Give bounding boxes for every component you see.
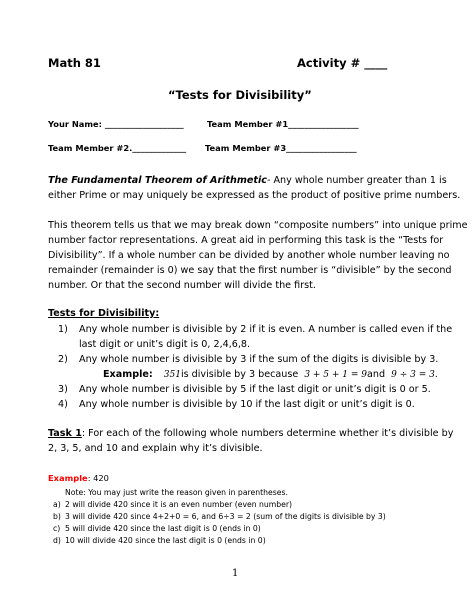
example-420-line (48, 473, 109, 483)
example-number: 351 (163, 370, 181, 380)
test-item-text: Any whole number is divisible by 10 if the last digit or unit’s digit is 0. (79, 399, 415, 410)
test-item-text: Any whole number is divisible by 3 if the sum of the digits is divisible by 3. (79, 354, 439, 365)
example-item-text: 10 will divide 420 since the last digit is 0 (ends in 0) (65, 536, 266, 545)
example-item-number: c) (53, 524, 61, 533)
example-value: : 420 (87, 473, 109, 483)
test-item-number: 3) (58, 384, 68, 395)
your-name-field: Your Name: ___________________ (48, 119, 184, 129)
page-number: 1 (232, 568, 239, 579)
paragraph-line: number. Or that the second number will divide the first. (48, 280, 316, 291)
test-item-number: 4) (58, 399, 68, 410)
test-item-number: 1) (58, 324, 68, 335)
paragraph-line: remainder (remainder is 0) we say that the first number is “divisible” by the second (48, 265, 452, 276)
paragraph-line: Divisibility”. If a whole number can be divided by another whole number leaving no (48, 250, 450, 261)
tests-heading: Tests for Divisibility: (48, 308, 160, 319)
theorem-line-1 (48, 175, 447, 186)
test-item-text: last digit or unit’s digit is 0, 2,4,6,8. (79, 339, 251, 350)
team-member-3-field: Team Member #3_________________ (205, 143, 357, 153)
paragraph-line: number factor representations. A great aid in performing this task is the “Tests for (48, 235, 444, 246)
test-item-number: 2) (58, 354, 68, 365)
example-item-text: 5 will divide 420 since the last digit is 0 (ends in 0) (65, 524, 261, 533)
example-and: and (367, 369, 386, 380)
example-note: Note: You may just write the reason given in parentheses. (65, 488, 288, 497)
example-item-text: 3 will divide 420 since 4+2+0 = 6, and 6÷3 = 2 (sum of the digits is divisible by 3) (65, 512, 386, 521)
example-heading: Example (48, 473, 88, 483)
test-item-text: Any whole number is divisible by 2 if it is even. A number is called even if the (79, 324, 453, 335)
test-item-text: Any whole number is divisible by 5 if the last digit or unit’s digit is 0 or 5. (79, 384, 431, 395)
example-label: Example: (103, 369, 153, 380)
theorem-line-1-rest: - Any whole number greater than 1 is (266, 175, 447, 186)
task-line-1 (48, 428, 453, 439)
course-label: Math 81 (48, 56, 101, 70)
page-title: “Tests for Divisibility” (168, 88, 312, 102)
theorem-line-2: either Prime or may uniquely be expressed as the product of positive prime numbers. (48, 190, 461, 201)
task-line-1-rest: : For each of the following whole numbers determine whether it’s divisible by (81, 428, 454, 439)
activity-label: Activity # ____ (297, 56, 388, 70)
paragraph-line: This theorem tells us that we may break down “composite numbers” into unique prime (48, 220, 468, 231)
team-member-1-field: Team Member #1_________________ (207, 119, 359, 129)
example-middle-text: is divisible by 3 because (180, 369, 299, 380)
example-item-number: d) (53, 536, 61, 545)
theorem-label: The Fundamental Theorem of Arithmetic (48, 175, 267, 186)
task-line-2: 2, 3, 5, and 10 and explain why it’s divisible. (48, 443, 263, 454)
example-division: 9 ÷ 3 = 3. (391, 370, 438, 380)
task-label: Task 1 (48, 428, 82, 439)
example-item-number: b) (53, 512, 61, 521)
example-sum: 3 + 5 + 1 = 9 (304, 370, 368, 380)
example-item-number: a) (53, 500, 61, 509)
example-item-text: 2 will divide 420 since it is an even number (even number) (65, 500, 293, 509)
team-member-2-field: Team Member #2._____________ (48, 143, 187, 153)
divisibility-example (103, 369, 438, 380)
